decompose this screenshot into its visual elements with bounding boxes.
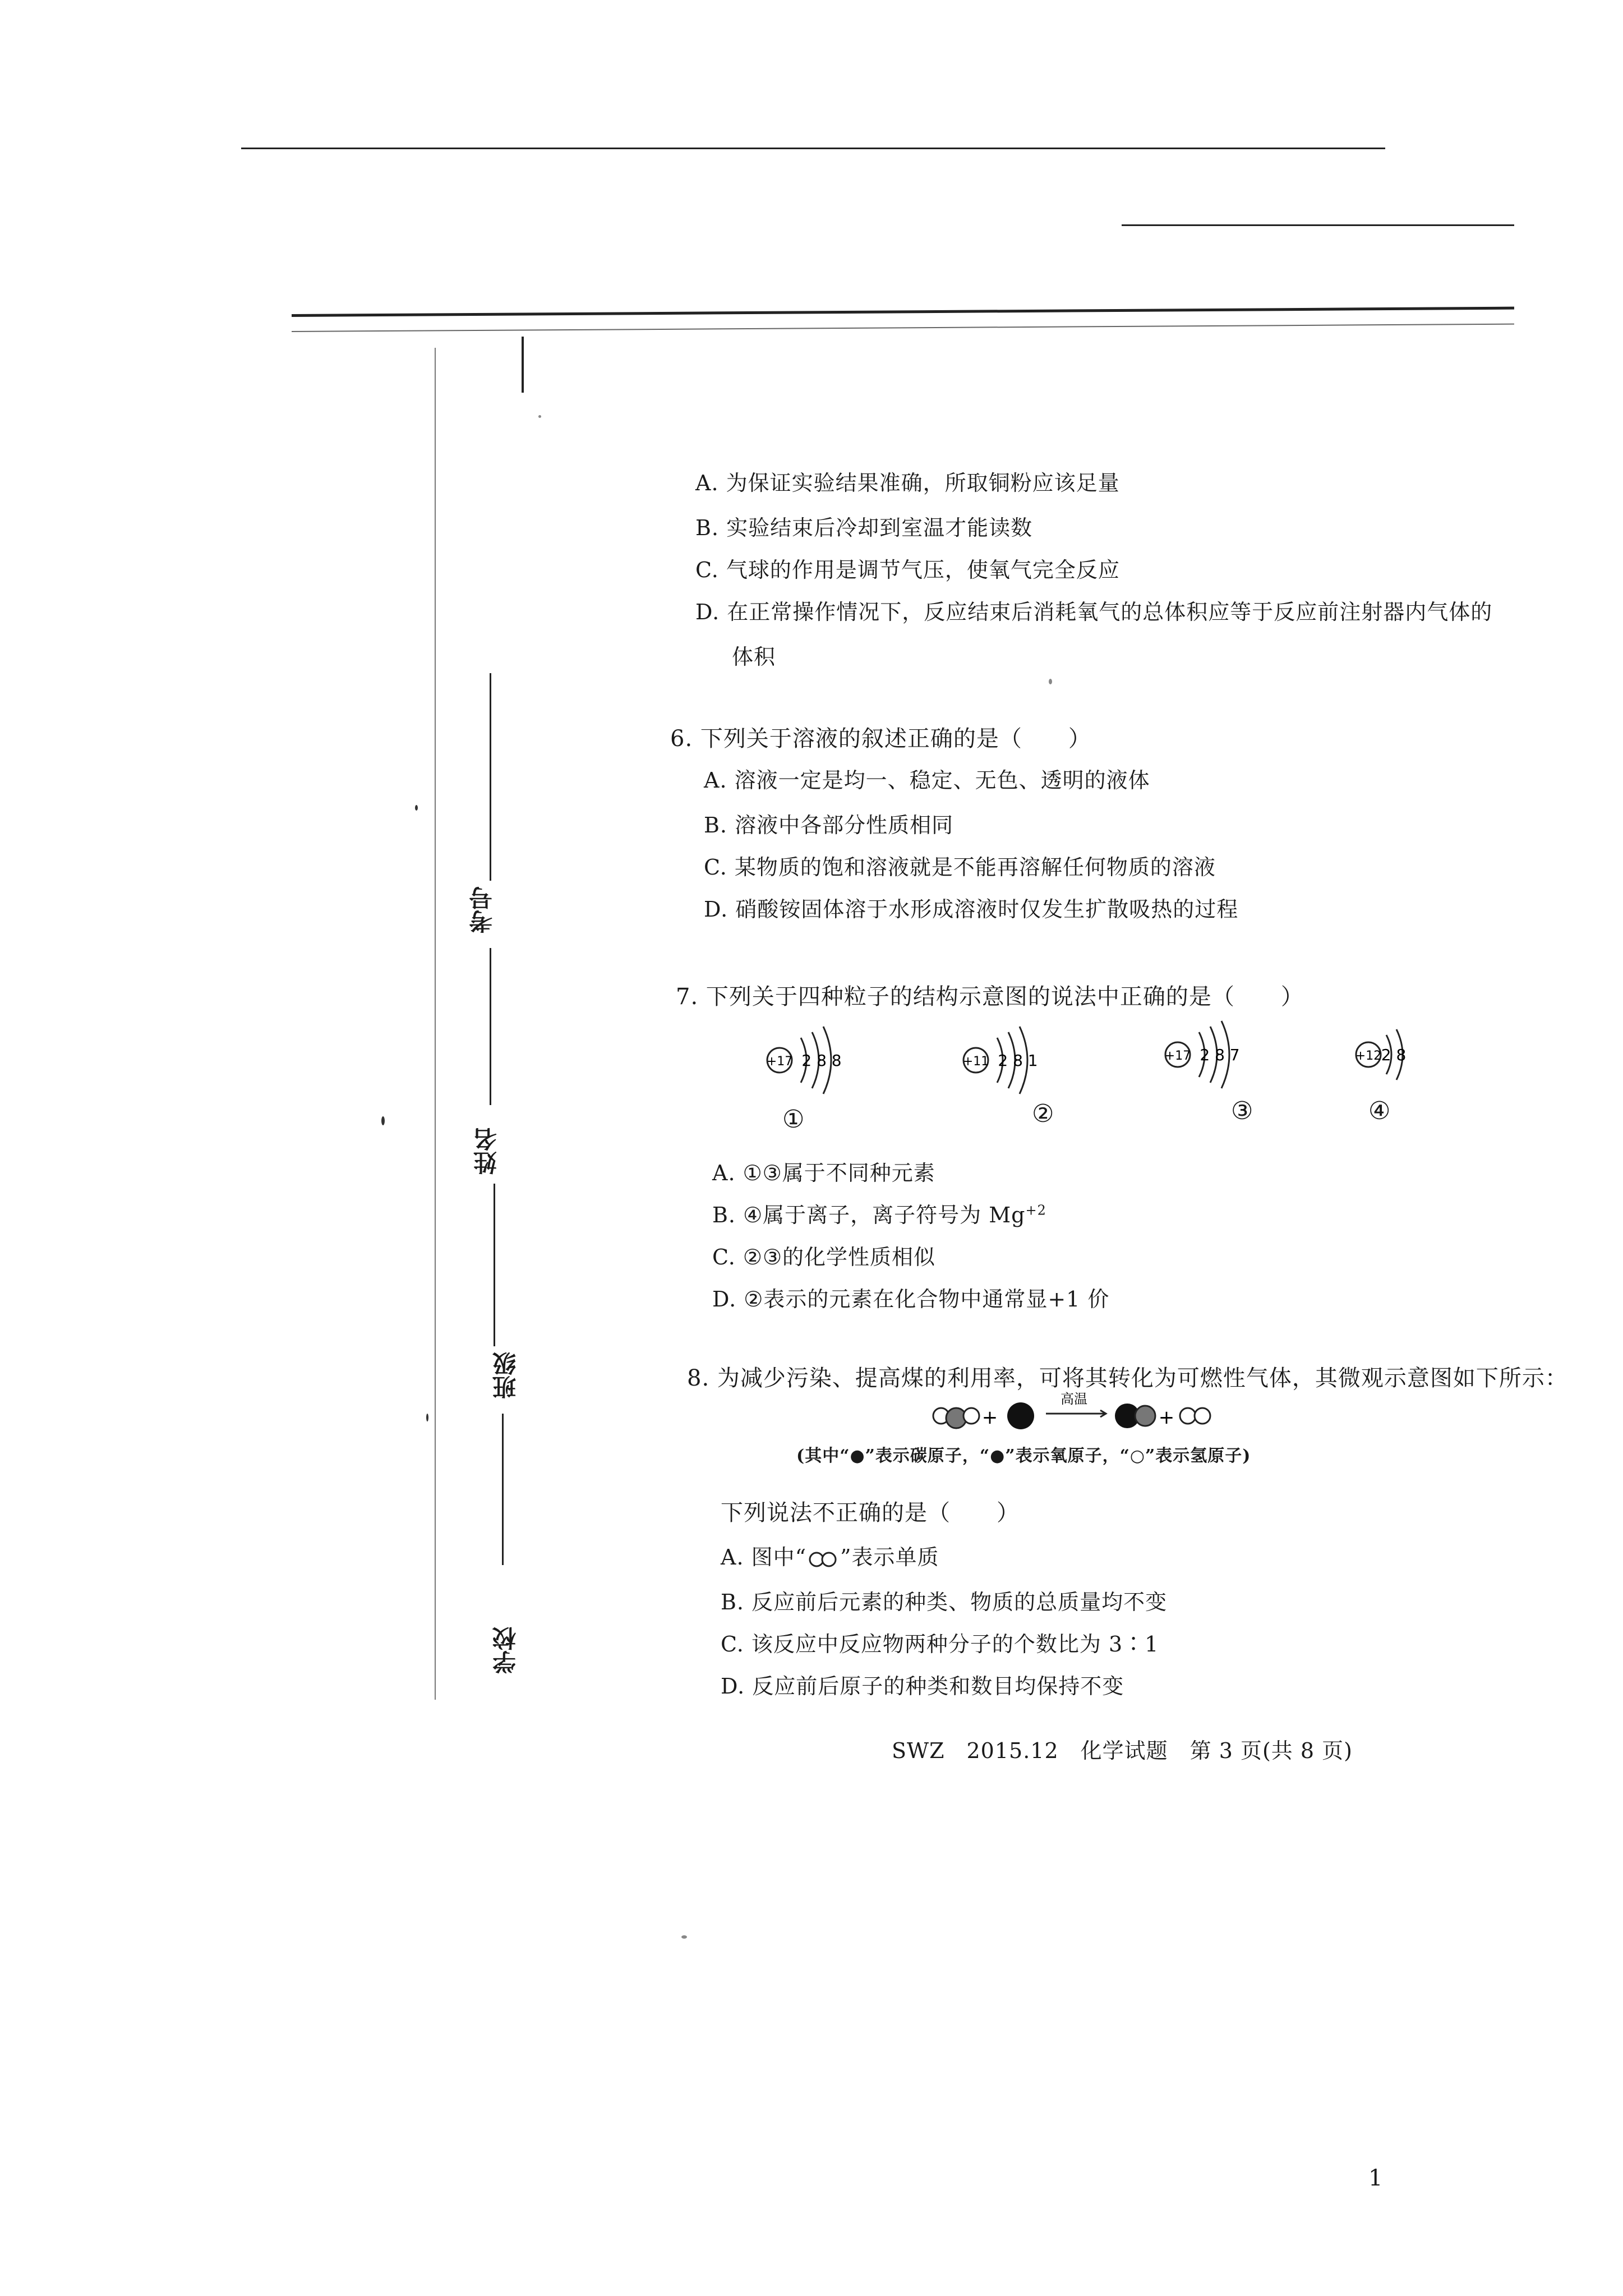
q6-stem: 6. 下列关于溶液的叙述正确的是（ ） xyxy=(670,726,1091,752)
plus-sign-2: + xyxy=(1158,1406,1175,1429)
q8-option-a xyxy=(721,1540,939,1571)
xingming-blank-lower xyxy=(494,1184,495,1346)
q6-option-d: D. 硝酸铵固体溶于水形成溶液时仅发生扩散吸热的过程 xyxy=(704,897,1239,922)
q5-option-d: D. 在正常操作情况下，反应结束后消耗氧气的总体积应等于反应前注射器内气体的 xyxy=(695,600,1493,624)
scan-noise xyxy=(681,1935,687,1939)
reaction-condition: 高温 xyxy=(1061,1391,1087,1407)
q8-option-c: C. 该反应中反应物两种分子的个数比为 3∶1 xyxy=(721,1632,1159,1657)
q8-option-a-prefix: A. 图中“ xyxy=(721,1545,807,1570)
binding-vertical-rule xyxy=(522,337,524,393)
atom-diagram-3 xyxy=(1155,1010,1267,1099)
ion-charge-superscript: +2 xyxy=(1025,1202,1046,1218)
page-number: 1 xyxy=(1368,2165,1383,2191)
q5-option-a: A. 为保证实验结果准确，所取铜粉应该足量 xyxy=(695,471,1120,495)
page-footer: SWZ 2015.12 化学试题 第 3 页(共 8 页) xyxy=(892,1738,1353,1763)
nucleus-charge-2: +11 xyxy=(962,1055,989,1069)
q7-option-b-text: B. ④属于离子，离子符号为 Mg xyxy=(712,1203,1026,1227)
kaohao-label: 考号 xyxy=(468,886,496,933)
nucleus-charge-4: +12 xyxy=(1355,1049,1382,1063)
scan-noise xyxy=(381,1116,385,1125)
electron-shells-1: 2 8 8 xyxy=(801,1051,842,1070)
top-rule xyxy=(241,148,1385,149)
q8-legend: (其中“●”表示碳原子，“●”表示氧原子，“○”表示氢原子) xyxy=(796,1446,1251,1466)
q7-option-b xyxy=(712,1198,1046,1228)
nucleus-charge-1: +17 xyxy=(766,1055,793,1069)
particle-label-1: ① xyxy=(782,1105,805,1134)
q5-option-b: B. 实验结束后冷却到室温才能读数 xyxy=(695,516,1033,540)
scan-noise xyxy=(1049,679,1052,684)
q8-option-d: D. 反应前后原子的种类和数目均保持不变 xyxy=(721,1674,1124,1699)
atom-diagram-4 xyxy=(1346,1010,1447,1099)
reaction-diagram xyxy=(925,1391,1273,1436)
banji-label: 班级 xyxy=(492,1352,519,1399)
q7-option-d: D. ②表示的元素在化合物中通常显+1 价 xyxy=(712,1287,1110,1312)
top-right-rule xyxy=(1122,224,1514,226)
scan-noise xyxy=(415,805,418,811)
electron-shells-4: 2 8 xyxy=(1381,1046,1407,1064)
xingming-label: 姓名 xyxy=(473,1128,500,1175)
h2-molecule-icon xyxy=(806,1550,840,1569)
plus-sign-1: + xyxy=(981,1406,998,1429)
atom-diagram-2 xyxy=(953,1015,1066,1105)
particle-label-2: ② xyxy=(1032,1099,1054,1128)
nucleus-charge-3: +17 xyxy=(1164,1049,1191,1063)
electron-shells-3: 2 8 7 xyxy=(1200,1046,1240,1064)
kaohao-blank-lower xyxy=(490,948,491,1105)
binding-margin-line xyxy=(435,348,436,1700)
q5-option-d-cont: 体积 xyxy=(732,645,776,669)
q8-option-a-suffix: ”表示单质 xyxy=(840,1545,939,1570)
atom-diagram-1 xyxy=(757,1015,869,1105)
xuexiao-label: 学校 xyxy=(492,1627,519,1674)
q7-option-c: C. ②③的化学性质相似 xyxy=(712,1245,936,1269)
q8-sub-stem: 下列说法不正确的是（ ） xyxy=(721,1500,1020,1526)
particle-label-3: ③ xyxy=(1231,1097,1253,1125)
kaohao-blank xyxy=(490,673,491,881)
scan-noise xyxy=(538,415,541,418)
scan-noise xyxy=(426,1414,428,1421)
q6-option-c: C. 某物质的饱和溶液就是不能再溶解任何物质的溶液 xyxy=(704,855,1216,880)
q6-option-b: B. 溶液中各部分性质相同 xyxy=(704,813,954,838)
q6-option-a: A. 溶液一定是均一、稳定、无色、透明的液体 xyxy=(704,768,1150,793)
electron-shells-2: 2 8 1 xyxy=(998,1051,1038,1070)
q8-stem: 8. 为减少污染、提高煤的利用率，可将其转化为可燃性气体，其微观示意图如下所示： xyxy=(687,1365,1568,1391)
banji-blank-lower xyxy=(502,1414,504,1565)
particle-label-4: ④ xyxy=(1368,1097,1391,1125)
scan-edge-rule-2 xyxy=(292,324,1514,332)
scan-edge-rule xyxy=(292,307,1514,317)
q8-option-b: B. 反应前后元素的种类、物质的总质量均不变 xyxy=(721,1590,1168,1614)
q7-stem: 7. 下列关于四种粒子的结构示意图的说法中正确的是（ ） xyxy=(676,984,1304,1010)
q5-option-c: C. 气球的作用是调节气压，使氧气完全反应 xyxy=(695,558,1120,582)
q7-option-a: A. ①③属于不同种元素 xyxy=(712,1161,935,1185)
